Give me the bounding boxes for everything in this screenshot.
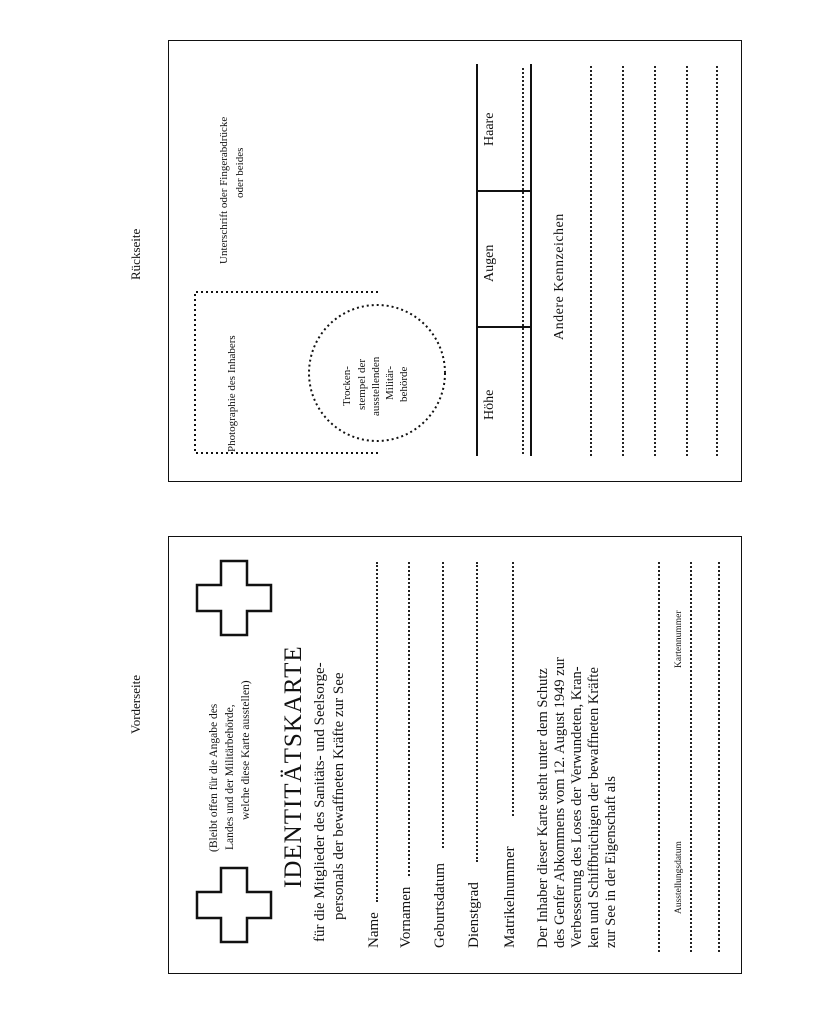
other-marks-dots-5[interactable]: [716, 66, 718, 456]
front-page-title: Vorderseite: [128, 675, 143, 734]
other-marks-dots-3[interactable]: [654, 66, 656, 456]
other-marks-dots-1[interactable]: [590, 66, 592, 456]
issuer-note-line-2: Landes und der Militärbehörde,: [224, 704, 236, 850]
issuer-note-line-1: (Bleibt offen für die Angabe des: [208, 703, 220, 852]
stamp-text-2: stempel der: [356, 358, 368, 410]
back-page-title: Rückseite: [128, 228, 143, 280]
red-cross-emblem-bottom: [194, 865, 274, 945]
signature-label-line-1: Unterschrift oder Fingerabdrücke: [218, 116, 230, 264]
field-geburtsdatum-dots[interactable]: [442, 562, 444, 848]
field-name-label: Name: [366, 912, 382, 948]
signature-label-line-2: oder beides: [234, 147, 246, 198]
stamp-text-5: behörde: [398, 366, 410, 402]
table-outer-line-right: [530, 64, 532, 456]
role-dots-1[interactable]: [658, 562, 660, 952]
card-heading: IDENTITÄTSKARTE: [280, 645, 307, 888]
table-header-hoehe: Höhe: [482, 389, 497, 420]
field-matrikelnummer-label: Matrikelnummer: [502, 846, 518, 948]
stamp-text-1: Trocken-: [341, 366, 353, 406]
table-header-haare: Haare: [482, 112, 497, 146]
stamp-text-3: ausstellenden: [370, 356, 382, 416]
red-cross-emblem-top: [194, 558, 274, 638]
card-subtitle-line-1: für die Mitglieder des Sanitäts- und Seelsorge-: [312, 662, 328, 942]
photo-label: Photographie des Inhabers: [226, 335, 238, 452]
statement-line-2: des Genfer Abkommens vom 12. August 1949 zur: [552, 657, 568, 948]
stamp-text-4: Militär-: [384, 366, 396, 400]
field-vornamen-dots[interactable]: [408, 562, 410, 876]
statement-line-4: ken und Schiffbrüchigen der bewaffneten Kräfte: [586, 667, 602, 948]
field-dienstgrad-dots[interactable]: [476, 562, 478, 862]
field-vornamen-label: Vornamen: [398, 886, 414, 948]
field-name-dots[interactable]: [376, 562, 378, 902]
other-marks-dots-2[interactable]: [622, 66, 624, 456]
table-outer-line-left: [476, 64, 478, 456]
table-header-augen: Augen: [482, 244, 497, 282]
issuer-note-line-3: welche diese Karte ausstellen): [240, 680, 252, 820]
field-dienstgrad-label: Dienstgrad: [466, 882, 482, 948]
role-dots-3[interactable]: [718, 562, 720, 952]
role-dots-2[interactable]: [690, 562, 692, 952]
field-matrikelnummer-dots[interactable]: [512, 562, 514, 816]
other-marks-dots-4[interactable]: [686, 66, 688, 456]
statement-line-3: Verbesserung des Loses der Verwundeten, Kran-: [569, 666, 585, 948]
card-subtitle-line-2: personals der bewaffneten Kräfte zur See: [331, 672, 347, 920]
statement-line-5: zur See in der Eigenschaft als: [603, 776, 619, 948]
statement-line-1: Der Inhaber dieser Karte steht unter dem Schutz: [535, 668, 551, 948]
issue-date-label: Ausstellungsdatum: [674, 841, 684, 914]
card-number-label: Kartennummer: [674, 610, 684, 668]
other-marks-label: Andere Kennzeichen: [552, 213, 567, 340]
field-geburtsdatum-label: Geburtsdatum: [432, 863, 448, 948]
table-value-dots[interactable]: [522, 68, 524, 454]
